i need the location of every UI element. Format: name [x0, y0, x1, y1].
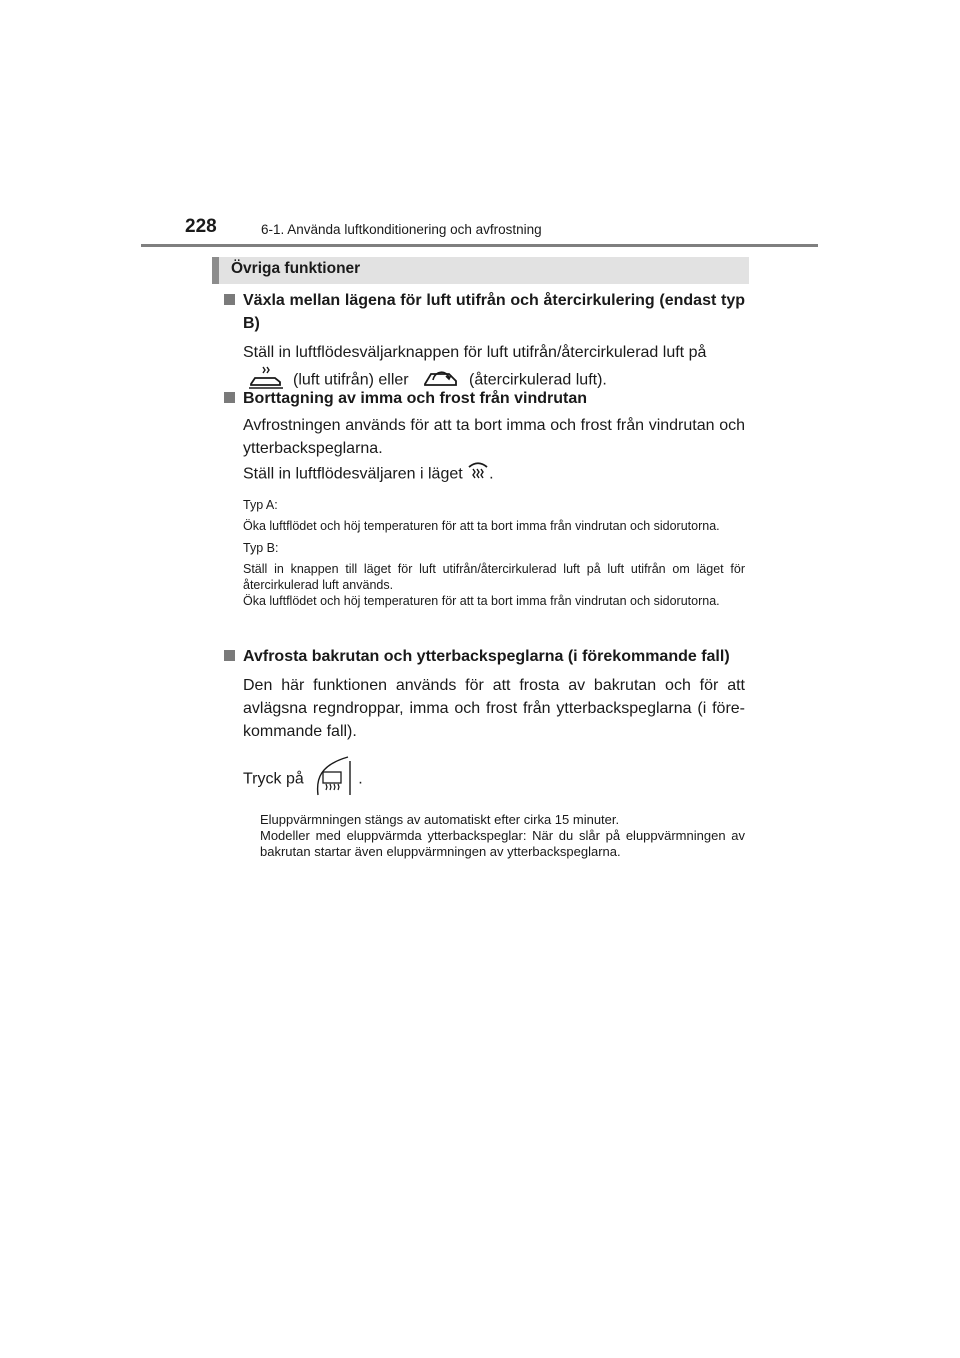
block-heading: Borttagning av imma och frost från vindrutan [243, 387, 745, 410]
note-mirrors: Modeller med eluppvärmda ytterbackspeglar: När du slår på eluppvärmningen av bakrutan startar även eluppvärmningen av ytterbackspeglarna. [260, 828, 745, 859]
note-auto-off: Eluppvärmningen stängs av automatiskt efter cirka 15 minuter. [260, 812, 620, 827]
page-number: 228 [185, 216, 217, 237]
square-bullet-icon [224, 392, 235, 403]
block-heading: Avfrosta bakrutan och ytterbackspeglarna (i förekommande fall) [243, 645, 745, 668]
block-text-mode: Ställ in luftflödesväljaren i läget . [243, 460, 745, 489]
type-b-label: Typ B: [243, 541, 279, 555]
block-air-mode [243, 289, 745, 397]
block-rear-defog [243, 645, 745, 860]
header-rule [141, 244, 818, 247]
block-text: Avfrostningen används för att ta bort imma och frost från vindrutan och ytterbackspeglarna. [243, 417, 745, 457]
press-instruction: Tryck på . [243, 755, 745, 804]
type-a-text: Öka luftflödet och höj temperaturen för att ta bort imma från vindrutan och sidorutorna. [243, 519, 720, 533]
section-bar [212, 257, 749, 284]
block-windshield-defrost [243, 387, 745, 609]
square-bullet-icon [224, 650, 235, 661]
rear-defogger-button-icon [312, 755, 354, 804]
section-title: Övriga funktioner [231, 260, 361, 277]
type-a-label: Typ A: [243, 498, 278, 512]
running-head: 6-1. Använda luftkonditionering och avfrostning [261, 222, 542, 237]
block-heading: Växla mellan lägena för luft utifrån och återcirkulering (endast typ B) [243, 289, 745, 335]
block-text: Ställ in luftflödesväljarknappen för luft utifrån/återcirkulerad luft på (luft utifrån) eller (återcirkulerad luft). [243, 341, 745, 397]
square-bullet-icon [224, 294, 235, 305]
block-text: Den här funktionen används för att frosta av bakrutan och för att avlägsna regndroppar, imma och frost från ytterbackspeglarna (i förekommande fall). [243, 677, 745, 740]
type-b-text: Öka luftflödet och höj temperaturen för att ta bort imma från vindrutan och sidorutorna. [243, 594, 720, 608]
windshield-defroster-icon [467, 460, 489, 489]
type-b-text: Ställ in knappen till läget för luft utifrån/återcirkulerad luft på luft utifrån om läget för återcirkulerad luft används. [243, 562, 745, 592]
